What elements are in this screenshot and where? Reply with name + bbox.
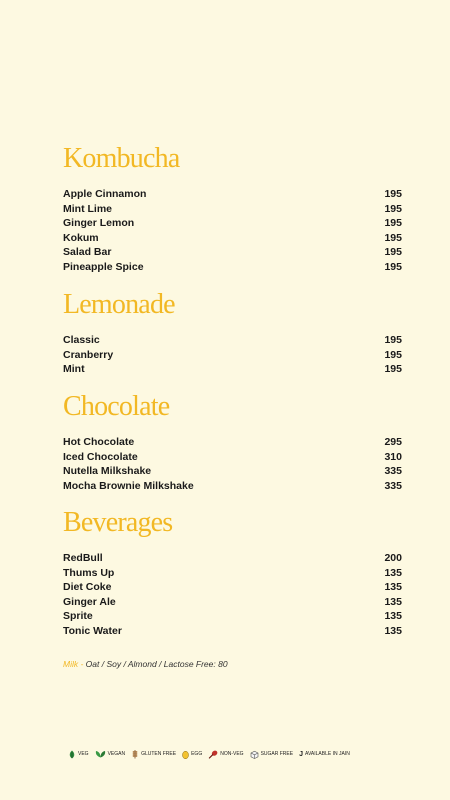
double-leaf-icon — [95, 750, 106, 758]
item-name: Iced Chocolate — [63, 450, 138, 463]
item-name: Ginger Ale — [63, 595, 116, 608]
dietary-legend — [68, 749, 350, 759]
menu-item — [63, 435, 402, 450]
item-price: 195 — [384, 217, 402, 229]
item-name: Pineapple Spice — [63, 260, 144, 273]
item-name: Cranberry — [63, 348, 114, 361]
menu-item — [63, 260, 402, 275]
section-lemonade — [63, 289, 402, 377]
legend-label: NON-VEG — [220, 751, 244, 757]
leaf-icon — [68, 750, 76, 759]
sugar-cube-icon — [250, 750, 259, 759]
menu-item — [63, 202, 402, 217]
milk-note — [63, 659, 228, 669]
menu-item — [63, 595, 402, 610]
legend-label: GLUTEN FREE — [141, 751, 177, 757]
item-price: 295 — [384, 436, 402, 448]
legend-sugar-free — [250, 750, 294, 759]
legend-vegan — [95, 750, 126, 758]
item-name: RedBull — [63, 552, 103, 564]
menu-item — [63, 580, 402, 595]
item-price: 195 — [384, 348, 402, 361]
jain-icon: J — [299, 750, 303, 758]
legend-veg — [68, 750, 89, 759]
item-price: 335 — [384, 479, 402, 492]
item-price: 195 — [384, 188, 402, 200]
menu-item — [63, 362, 402, 377]
menu-item — [63, 464, 402, 479]
item-price: 135 — [384, 624, 402, 637]
section-beverages — [63, 507, 402, 638]
legend-label: SUGAR FREE — [260, 751, 294, 757]
item-price: 335 — [384, 465, 402, 477]
legend-egg — [182, 750, 202, 759]
menu-item — [63, 450, 402, 465]
legend-label: VEGAN — [107, 751, 126, 757]
legend-label: VEG — [78, 751, 89, 757]
item-list — [63, 435, 402, 493]
item-name: Apple Cinnamon — [63, 188, 147, 200]
item-name: Nutella Milkshake — [63, 465, 152, 477]
menu-item — [63, 333, 402, 348]
legend-jain — [299, 751, 350, 758]
wheat-icon — [131, 749, 139, 759]
drumstick-icon — [208, 750, 218, 759]
item-name: Kokum — [63, 231, 99, 244]
item-price: 195 — [384, 202, 402, 215]
item-name: Mint Lime — [63, 202, 112, 215]
milk-note-label: Milk - — [63, 659, 84, 669]
section-title: Kombucha — [63, 143, 180, 174]
menu-item — [63, 231, 402, 246]
section-kombucha — [63, 143, 402, 274]
item-name: Mocha Brownie Milkshake — [63, 479, 194, 492]
milk-note-text: Oat / Soy / Almond / Lactose Free: 80 — [83, 659, 228, 669]
item-price: 195 — [384, 231, 402, 244]
item-name: Ginger Lemon — [63, 217, 135, 229]
legend-gluten-free — [131, 749, 176, 759]
item-price: 195 — [384, 246, 402, 258]
item-price: 135 — [384, 566, 402, 579]
section-title: Beverages — [63, 507, 173, 538]
menu-item — [63, 348, 402, 363]
menu-item — [63, 479, 402, 494]
item-price: 195 — [384, 334, 402, 346]
menu-item — [63, 566, 402, 581]
item-name: Classic — [63, 334, 100, 346]
section-title: Lemonade — [63, 289, 175, 320]
item-name: Salad Bar — [63, 246, 112, 258]
item-price: 195 — [384, 363, 402, 375]
section-chocolate — [63, 391, 402, 493]
item-price: 195 — [384, 260, 402, 273]
legend-label: EGG — [191, 751, 203, 757]
item-name: Diet Coke — [63, 581, 112, 593]
legend-label: AVAILABLE IN JAIN — [304, 751, 350, 757]
item-price: 135 — [384, 581, 402, 593]
menu-item — [63, 216, 402, 231]
menu-item — [63, 624, 402, 639]
item-name: Sprite — [63, 610, 93, 622]
item-list — [63, 333, 402, 377]
item-price: 310 — [384, 450, 402, 463]
item-list — [63, 551, 402, 638]
legend-non-veg — [208, 750, 243, 759]
egg-icon — [182, 750, 189, 759]
menu-item — [63, 609, 402, 624]
item-list — [63, 187, 402, 274]
menu-item — [63, 551, 402, 566]
item-name: Hot Chocolate — [63, 436, 135, 448]
item-name: Thums Up — [63, 566, 115, 579]
menu-item — [63, 245, 402, 260]
item-name: Tonic Water — [63, 624, 122, 637]
item-price: 135 — [384, 595, 402, 608]
item-name: Mint — [63, 363, 85, 375]
item-price: 135 — [384, 610, 402, 622]
section-title: Chocolate — [63, 391, 170, 422]
item-price: 200 — [384, 552, 402, 564]
menu-item — [63, 187, 402, 202]
